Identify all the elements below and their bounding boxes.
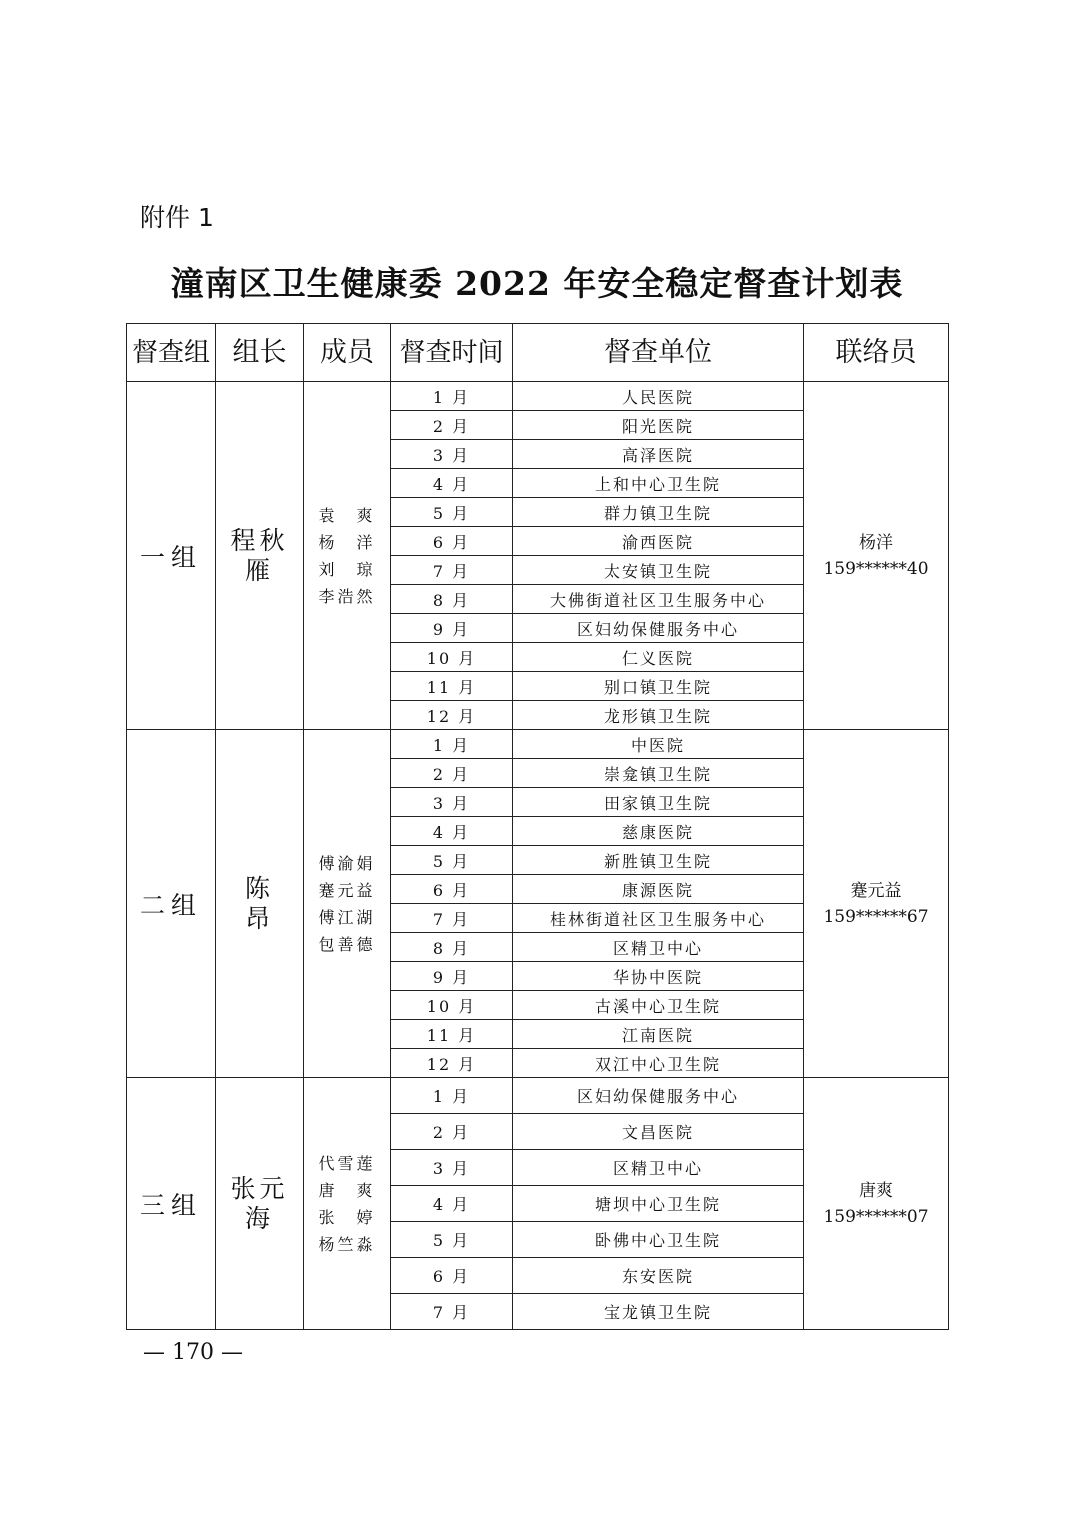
leader-name-line: 陈 [244, 873, 274, 903]
inspection-unit: 双江中心卫生院 [513, 1049, 804, 1078]
inspection-unit: 宝龙镇卫生院 [513, 1294, 804, 1330]
leader-name-line: 张元 [230, 1173, 289, 1203]
page-number: — 170 — [143, 1340, 243, 1365]
table-header-row [127, 324, 949, 382]
group-name: 一组 [127, 382, 216, 730]
inspection-unit: 人民医院 [513, 382, 804, 411]
inspection-month: 1 月 [391, 1078, 513, 1114]
table-row [127, 382, 949, 411]
header-group: 督查组 [127, 324, 216, 382]
inspection-unit: 区精卫中心 [513, 1150, 804, 1186]
inspection-month: 12 月 [391, 701, 513, 730]
group-leader [216, 382, 304, 730]
table-row [127, 730, 949, 759]
inspection-unit: 别口镇卫生院 [513, 672, 804, 701]
group-leader [216, 1078, 304, 1330]
inspection-month: 4 月 [391, 469, 513, 498]
contact-phone: 159******07 [823, 1206, 929, 1227]
inspection-month: 8 月 [391, 933, 513, 962]
inspection-month: 8 月 [391, 585, 513, 614]
leader-name-line: 程秋 [230, 525, 289, 555]
inspection-unit: 太安镇卫生院 [513, 556, 804, 585]
member-name: 杨竺淼 [318, 1234, 376, 1254]
group-members [304, 730, 391, 1078]
inspection-month: 5 月 [391, 846, 513, 875]
inspection-month: 5 月 [391, 498, 513, 527]
inspection-unit: 区妇幼保健服务中心 [513, 1078, 804, 1114]
inspection-month: 11 月 [391, 1020, 513, 1049]
member-name: 唐 爽 [318, 1180, 376, 1200]
contact-name: 唐爽 [859, 1180, 893, 1201]
header-time: 督查时间 [391, 324, 513, 382]
group-members [304, 382, 391, 730]
member-name: 傅江湖 [318, 907, 376, 927]
header-contact: 联络员 [804, 324, 949, 382]
group-members [304, 1078, 391, 1330]
contact-name: 杨洋 [859, 532, 893, 553]
inspection-unit: 新胜镇卫生院 [513, 846, 804, 875]
leader-name-line: 海 [244, 1203, 274, 1233]
member-name: 代雪莲 [318, 1153, 376, 1173]
inspection-month: 7 月 [391, 904, 513, 933]
inspection-unit: 阳光医院 [513, 411, 804, 440]
member-name: 李浩然 [318, 586, 376, 606]
member-name: 傅渝娟 [318, 853, 376, 873]
inspection-month: 4 月 [391, 817, 513, 846]
table-row [127, 1078, 949, 1114]
inspection-month: 12 月 [391, 1049, 513, 1078]
inspection-month: 9 月 [391, 962, 513, 991]
contact-phone: 159******40 [823, 558, 929, 579]
inspection-unit: 卧佛中心卫生院 [513, 1222, 804, 1258]
inspection-month: 6 月 [391, 875, 513, 904]
table-body [127, 382, 949, 1330]
inspection-plan-table [126, 323, 949, 1330]
inspection-unit: 渝西医院 [513, 527, 804, 556]
inspection-unit: 文昌医院 [513, 1114, 804, 1150]
inspection-month: 3 月 [391, 440, 513, 469]
page-title: 潼南区卫生健康委 2022 年安全稳定督查计划表 [170, 264, 904, 303]
inspection-month: 5 月 [391, 1222, 513, 1258]
inspection-month: 6 月 [391, 1258, 513, 1294]
inspection-month: 2 月 [391, 1114, 513, 1150]
inspection-unit: 桂林街道社区卫生服务中心 [513, 904, 804, 933]
leader-name-line: 雁 [244, 555, 274, 585]
inspection-month: 10 月 [391, 643, 513, 672]
contact-phone: 159******67 [823, 906, 929, 927]
inspection-month: 3 月 [391, 788, 513, 817]
group-name: 三组 [127, 1078, 216, 1330]
member-name: 张 婷 [318, 1207, 376, 1227]
contact-name: 蹇元益 [850, 880, 902, 901]
inspection-month: 3 月 [391, 1150, 513, 1186]
inspection-unit: 康源医院 [513, 875, 804, 904]
member-name: 蹇元益 [318, 880, 376, 900]
header-leader: 组长 [216, 324, 304, 382]
inspection-unit: 区妇幼保健服务中心 [513, 614, 804, 643]
inspection-month: 1 月 [391, 730, 513, 759]
member-name: 包善德 [318, 934, 376, 954]
inspection-unit: 高泽医院 [513, 440, 804, 469]
inspection-month: 9 月 [391, 614, 513, 643]
header-unit: 督查单位 [513, 324, 804, 382]
inspection-unit: 群力镇卫生院 [513, 498, 804, 527]
inspection-unit: 区精卫中心 [513, 933, 804, 962]
inspection-month: 10 月 [391, 991, 513, 1020]
inspection-unit: 中医院 [513, 730, 804, 759]
inspection-unit: 田家镇卫生院 [513, 788, 804, 817]
inspection-unit: 崇龛镇卫生院 [513, 759, 804, 788]
leader-name-line: 昂 [244, 903, 274, 933]
attachment-label: 附件 1 [140, 203, 214, 232]
inspection-unit: 慈康医院 [513, 817, 804, 846]
inspection-month: 1 月 [391, 382, 513, 411]
inspection-month: 4 月 [391, 1186, 513, 1222]
inspection-month: 7 月 [391, 1294, 513, 1330]
inspection-unit: 龙形镇卫生院 [513, 701, 804, 730]
inspection-month: 7 月 [391, 556, 513, 585]
group-leader [216, 730, 304, 1078]
inspection-unit: 塘坝中心卫生院 [513, 1186, 804, 1222]
group-contact [804, 1078, 949, 1330]
inspection-unit: 仁义医院 [513, 643, 804, 672]
inspection-unit: 江南医院 [513, 1020, 804, 1049]
inspection-unit: 华协中医院 [513, 962, 804, 991]
member-name: 杨 洋 [318, 532, 376, 552]
inspection-month: 6 月 [391, 527, 513, 556]
group-contact [804, 382, 949, 730]
member-name: 刘 琼 [318, 559, 376, 579]
inspection-unit: 上和中心卫生院 [513, 469, 804, 498]
header-members: 成员 [304, 324, 391, 382]
inspection-unit: 古溪中心卫生院 [513, 991, 804, 1020]
inspection-month: 11 月 [391, 672, 513, 701]
inspection-month: 2 月 [391, 759, 513, 788]
inspection-month: 2 月 [391, 411, 513, 440]
inspection-unit: 大佛街道社区卫生服务中心 [513, 585, 804, 614]
group-name: 二组 [127, 730, 216, 1078]
inspection-unit: 东安医院 [513, 1258, 804, 1294]
group-contact [804, 730, 949, 1078]
member-name: 袁 爽 [318, 505, 376, 525]
